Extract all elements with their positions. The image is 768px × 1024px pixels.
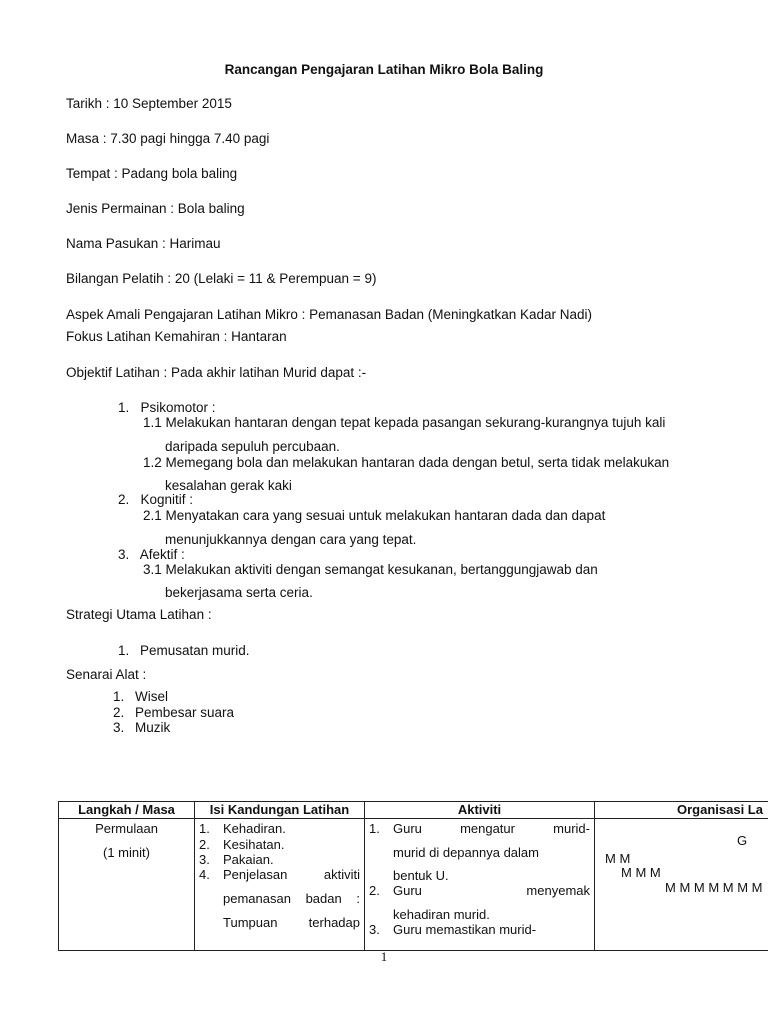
alat-item-2 — [113, 705, 234, 721]
isi-item-4-line1 — [199, 867, 360, 883]
page-number: 1 — [380, 949, 388, 964]
aktiviti-item-2-line2: kehadiran murid. — [393, 907, 490, 922]
aktiviti-text: Guru — [393, 821, 422, 836]
isi-text: Kesihatan. — [223, 837, 285, 852]
aktiviti-text: mengatur — [460, 821, 515, 836]
list-number: 2. — [199, 837, 210, 852]
objective-1-2-line2: kesalahan gerak kaki — [165, 478, 292, 493]
strategi-heading: Strategi Utama Latihan : — [66, 607, 212, 622]
isi-item-3 — [199, 852, 274, 868]
lesson-plan-table — [58, 801, 768, 951]
aktiviti-item-1-line3: bentuk U. — [393, 868, 449, 883]
isi-text: Pakaian. — [223, 852, 274, 867]
isi-item-2 — [199, 837, 284, 853]
aktiviti-item-3-line1 — [369, 922, 536, 938]
list-number: 2. — [369, 883, 380, 898]
aktiviti-item-1-line2: murid di depannya dalam — [393, 845, 539, 860]
header-aktiviti: Aktiviti — [365, 802, 595, 819]
table-row — [59, 819, 768, 951]
cell-organisasi — [595, 819, 768, 951]
aktiviti-item-1-line1 — [369, 821, 590, 837]
table-header-row — [59, 802, 768, 819]
info-masa: Masa : 7.30 pagi hingga 7.40 pagi — [66, 131, 270, 146]
list-number: 4. — [199, 867, 210, 882]
organisasi-murid-row-1: M M — [605, 851, 631, 866]
organisasi-murid-row-2: M M M — [621, 865, 661, 880]
objective-1-1-line2: daripada sepuluh percubaan. — [165, 439, 340, 454]
objective-2-1-line2: menunjukkannya dengan cara yang tepat. — [165, 532, 417, 547]
isi-text: pemanasan — [223, 891, 291, 906]
isi-text: Penjelasan — [223, 867, 288, 882]
list-number: 3. — [113, 720, 125, 735]
cell-aktiviti — [365, 819, 595, 951]
alat-item-text: Muzik — [135, 720, 171, 735]
langkah-label: Permulaan — [95, 821, 158, 836]
document-title: Rancangan Pengajaran Latihan Mikro Bola Baling — [224, 62, 544, 77]
list-number: 1. — [369, 821, 380, 836]
isi-text: terhadap — [308, 915, 360, 930]
info-jenis-permainan: Jenis Permainan : Bola baling — [66, 201, 245, 216]
isi-text: Kehadiran. — [223, 821, 286, 836]
info-tarikh: Tarikh : 10 September 2015 — [66, 96, 232, 111]
objective-kognitif-heading: 2. Kognitif : — [118, 492, 194, 507]
info-bilangan-pelatih: Bilangan Pelatih : 20 (Lelaki = 11 & Perempuan = 9) — [66, 271, 377, 286]
alat-item-1 — [113, 689, 168, 705]
cell-langkah — [59, 819, 195, 951]
objective-1-1-line1: 1.1 Melakukan hantaran dengan tepat kepada pasangan sekurang-kurangnya tujuh kali — [143, 415, 666, 430]
list-number: 1. — [118, 643, 130, 658]
list-number: 3. — [369, 922, 380, 937]
cell-isi-kandungan — [195, 819, 365, 951]
info-aspek-amali: Aspek Amali Pengajaran Latihan Mikro : Pemanasan Badan (Meningkatkan Kadar Nadi) — [66, 307, 593, 322]
info-objektif-latihan: Objektif Latihan : Pada akhir latihan Murid dapat :- — [66, 365, 367, 380]
isi-item-4-line3 — [223, 915, 360, 931]
objective-2-1-line1: 2.1 Menyatakan cara yang sesuai untuk melakukan hantaran dada dan dapat — [143, 508, 606, 523]
organisasi-murid-row-3: M M M M M M M — [665, 880, 763, 895]
isi-item-4-line2 — [223, 891, 360, 907]
alat-item-text: Wisel — [135, 689, 168, 704]
alat-item-3 — [113, 720, 170, 736]
isi-item-1 — [199, 821, 286, 837]
objective-psikomotor-heading: 1. Psikomotor : — [118, 400, 216, 415]
aktiviti-text: menyemak — [526, 883, 590, 898]
objective-3-1-line2: bekerjasama serta ceria. — [165, 585, 313, 600]
list-number: 1. — [113, 689, 125, 704]
info-fokus-latihan: Fokus Latihan Kemahiran : Hantaran — [66, 329, 287, 344]
masa-label: (1 minit) — [103, 845, 150, 860]
objective-afektif-heading: 3. Afektif : — [118, 547, 185, 562]
aktiviti-item-2-line1 — [369, 883, 590, 899]
aktiviti-text: Guru — [393, 883, 422, 898]
list-number: 2. — [113, 705, 125, 720]
aktiviti-text: murid- — [553, 821, 590, 836]
objective-3-1-line1: 3.1 Melakukan aktiviti dengan semangat kesukanan, bertanggungjawab dan — [143, 562, 598, 577]
alat-item-text: Pembesar suara — [135, 705, 235, 720]
aktiviti-text: Guru memastikan murid- — [393, 922, 537, 937]
objective-1-2-line1: 1.2 Memegang bola dan melakukan hantaran dada dengan betul, serta tidak melakukan — [143, 455, 670, 470]
isi-text: badan — [305, 891, 342, 906]
header-organisasi: Organisasi La — [595, 802, 768, 819]
header-langkah-masa: Langkah / Masa — [59, 802, 195, 819]
strategi-item-text: Pemusatan murid. — [140, 643, 250, 658]
header-isi-kandungan: Isi Kandungan Latihan — [195, 802, 365, 819]
list-number: 3. — [199, 852, 210, 867]
list-number: 1. — [199, 821, 210, 836]
isi-text: : — [356, 891, 360, 906]
isi-text: Tumpuan — [223, 915, 278, 930]
info-tempat: Tempat : Padang bola baling — [66, 166, 238, 181]
isi-text: aktiviti — [323, 867, 360, 882]
info-nama-pasukan: Nama Pasukan : Harimau — [66, 236, 221, 251]
organisasi-guru: G — [737, 833, 748, 848]
strategi-item-1 — [118, 643, 250, 659]
alat-heading: Senarai Alat : — [66, 667, 147, 682]
